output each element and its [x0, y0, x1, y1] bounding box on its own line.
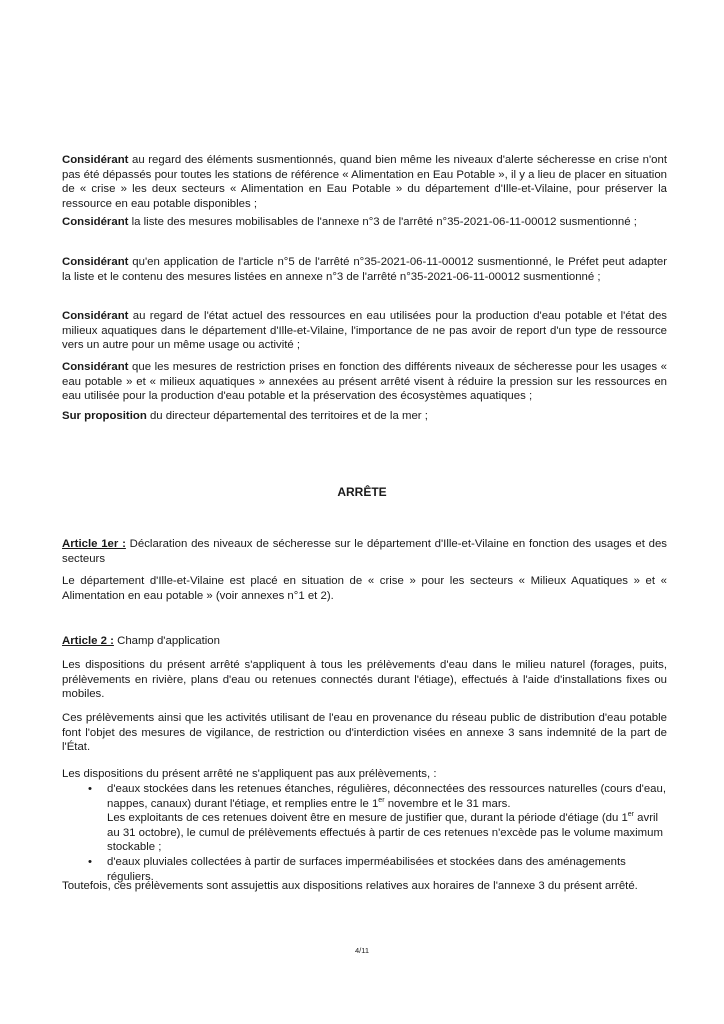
- page-number: 4/11: [354, 946, 370, 955]
- article-2-paragraph-2: Ces prélèvements ainsi que les activités utilisant de l'eau en provenance du réseau public de distribution d'eau potable font l'objet des mesures de vigilance, de restriction ou d'interdiction visées en annexe 3 sans indemnité de la part de l'État.: [62, 712, 667, 754]
- exemption-list: [62, 782, 667, 884]
- article-2-paragraph-4: Toutefois, ces prélèvements sont assujettis aux dispositions relatives aux horaires de l'annexe 3 du présent arrêté.: [62, 880, 638, 892]
- considerant-4: Considérant au regard de l'état actuel des ressources en eau utilisées pour la production d'eau potable et l'état des milieux aquatiques dans le département d'Ille-et-Vilaine, l'importance de ne pas avoir de report d'un type de ressource vers un autre pour un même usage ou activité ;: [62, 310, 667, 352]
- list-item: • d'eaux pluviales collectées à partir de surfaces imperméabilisées et stockées dans des aménagements réguliers.: [88, 855, 626, 883]
- considerant-5: Considérant que les mesures de restriction prises en fonction des différents niveaux de sécheresse pour les usages « eau potable » et « milieux aquatiques » annexées au présent arrêté visent à réduire la pression sur les ressources en eau utilisée pour la production d'eau potable et la préservation des écosystèmes aquatiques ;: [62, 361, 667, 403]
- article-1-heading: Article 1er : Déclaration des niveaux de sécheresse sur le département d'Ille-et-Vilaine en fonction des usages et des secteurs: [62, 538, 667, 565]
- considerant-2: Considérant la liste des mesures mobilisables de l'annexe n°3 de l'arrêté n°35-2021-06-11-00012 susmentionné ;: [62, 216, 637, 228]
- article-2-paragraph-3: Les dispositions du présent arrêté ne s'appliquent pas aux prélèvements, :: [62, 768, 437, 780]
- bullet-icon: •: [88, 783, 92, 795]
- considerant-1: Considérant au regard des éléments susmentionnés, quand bien même les niveaux d'alerte sécheresse en crise n'ont pas été dépassés pour toutes les stations de référence « Alimentation en Eau Potable », il y a lieu de placer en situation de « crise » les deux secteurs « Alimentation en Eau Potable » du département d'Ille-et-Vilaine, pour préserver la ressource en eau potable disponibles ;: [62, 154, 667, 210]
- sur-proposition: Sur proposition du directeur départemental des territoires et de la mer ;: [62, 410, 428, 422]
- bullet-icon: •: [88, 855, 92, 868]
- article-2-paragraph-1: Les dispositions du présent arrêté s'appliquent à tous les prélèvements d'eau dans le milieu naturel (forages, puits, prélèvements en rivière, plans d'eau ou retenues connectés durant l'étiage), effectués à l'aide d'installations fixes ou mobiles.: [62, 659, 667, 701]
- article-1-body: Le département d'Ille-et-Vilaine est placé en situation de « crise » pour les secteurs « Milieux Aquatiques » et « Alimentation en eau potable » (voir annexes n°1 et 2).: [62, 575, 667, 602]
- article-2-heading: Article 2 : Champ d'application: [62, 635, 220, 647]
- considerant-3: Considérant qu'en application de l'article n°5 de l'arrêté n°35-2021-06-11-00012 susmentionné, le Préfet peut adapter la liste et le contenu des mesures listées en annexe n°3 de l'arrêté n°35-2021-06-11-00012 susmentionné ;: [62, 256, 667, 283]
- decree-title: ARRÊTE: [337, 485, 387, 499]
- list-item: • d'eaux stockées dans les retenues étanches, régulières, déconnectées des ressources naturelles (cours d'eau, nappes, canaux) durant l'étiage, et remplies entre le 1er novembre et le 31 mars. Les exploitants de ces retenues doivent être en mesure de justifier que, durant la période d'étiage (du 1er avril au 31 octobre), le cumul de prélèvements effectués à partir de ces retenues n'excède pas le volume maximum stockable ;: [88, 783, 667, 854]
